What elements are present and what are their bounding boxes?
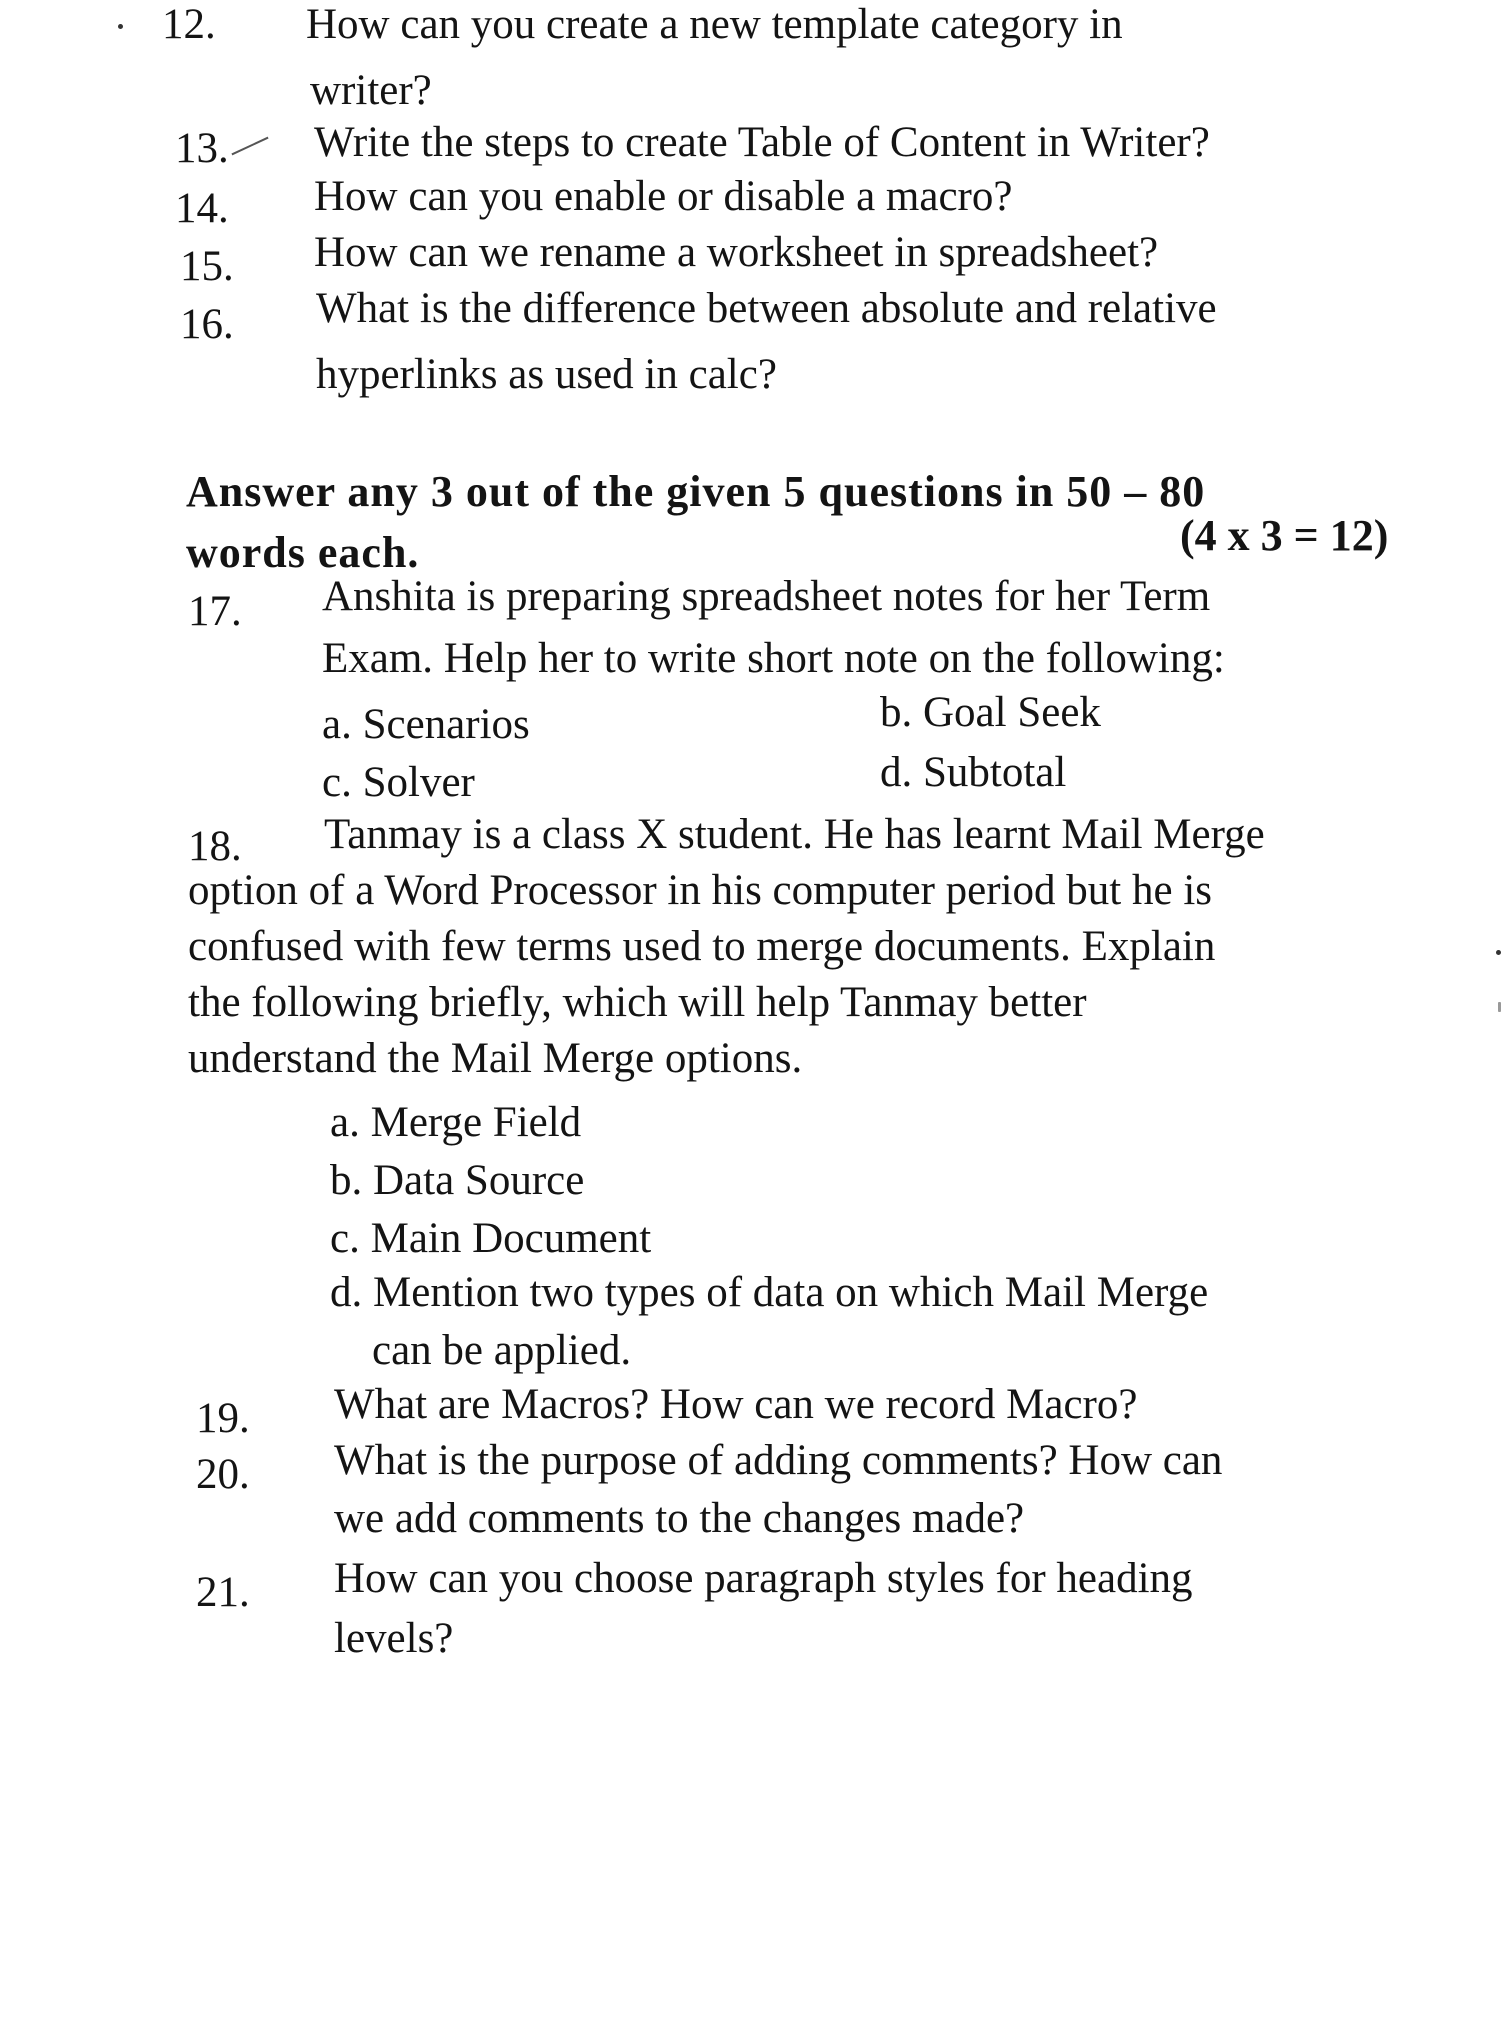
question-13-text: Write the steps to create Table of Content in Writer?	[314, 119, 1210, 166]
question-17-line-1: Anshita is preparing spreadsheet notes for her Term	[322, 573, 1211, 620]
question-18-option-d-line-2: can be applied.	[372, 1327, 632, 1374]
check-mark-icon	[231, 137, 268, 156]
question-17-option-a: a. Scenarios	[322, 701, 530, 748]
question-18-line-5: understand the Mail Merge options.	[188, 1035, 803, 1082]
scan-speck	[1498, 1002, 1501, 1012]
question-number-15: 15.	[180, 243, 234, 290]
question-17-line-2: Exam. Help her to write short note on the following:	[322, 635, 1225, 682]
question-16-line-2: hyperlinks as used in calc?	[316, 351, 777, 398]
question-12-line-2: writer?	[310, 67, 432, 114]
question-18-line-3: confused with few terms used to merge documents. Explain	[188, 923, 1216, 970]
question-20-line-2: we add comments to the changes made?	[334, 1495, 1025, 1542]
question-18-option-d-line-1: d. Mention two types of data on which Mail Merge	[330, 1269, 1209, 1316]
section-instruction-line-2: words each.	[186, 528, 420, 577]
question-18-line-4: the following briefly, which will help Tanmay better	[188, 979, 1087, 1026]
question-number-19: 19.	[196, 1395, 250, 1442]
question-17-option-c: c. Solver	[322, 759, 475, 806]
question-18-option-c: c. Main Document	[330, 1215, 652, 1262]
question-17-option-b: b. Goal Seek	[880, 689, 1101, 736]
section-marks: (4 x 3 = 12)	[1180, 511, 1389, 560]
question-17-option-d: d. Subtotal	[880, 749, 1067, 796]
question-18-line-1: Tanmay is a class X student. He has learnt Mail Merge	[324, 811, 1265, 858]
question-19-text: What are Macros? How can we record Macro?	[334, 1381, 1138, 1428]
question-number-16: 16.	[180, 301, 234, 348]
question-21-line-2: levels?	[334, 1615, 454, 1662]
section-instruction-line-1: Answer any 3 out of the given 5 questions in 50 – 80	[186, 467, 1206, 516]
question-14-text: How can you enable or disable a macro?	[314, 173, 1013, 220]
question-21-line-1: How can you choose paragraph styles for heading	[334, 1555, 1193, 1602]
question-15-text: How can we rename a worksheet in spreadsheet?	[314, 229, 1159, 276]
question-20-line-1: What is the purpose of adding comments? How can	[334, 1437, 1223, 1484]
question-number-12: 12.	[162, 1, 216, 48]
question-number-17: 17.	[188, 588, 242, 635]
question-number-18: 18.	[188, 823, 242, 870]
question-number-14: 14.	[175, 185, 229, 232]
question-number-21: 21.	[196, 1569, 250, 1616]
question-12-line-1: How can you create a new template category in	[306, 1, 1123, 48]
question-18-option-b: b. Data Source	[330, 1157, 585, 1204]
scan-speck	[118, 24, 123, 29]
question-number-13: 13.	[175, 125, 229, 172]
question-18-line-2: option of a Word Processor in his computer period but he is	[188, 867, 1213, 914]
question-18-option-a: a. Merge Field	[330, 1099, 582, 1146]
question-16-line-1: What is the difference between absolute and relative	[316, 285, 1217, 332]
scan-speck	[1496, 950, 1501, 955]
question-number-20: 20.	[196, 1451, 250, 1498]
